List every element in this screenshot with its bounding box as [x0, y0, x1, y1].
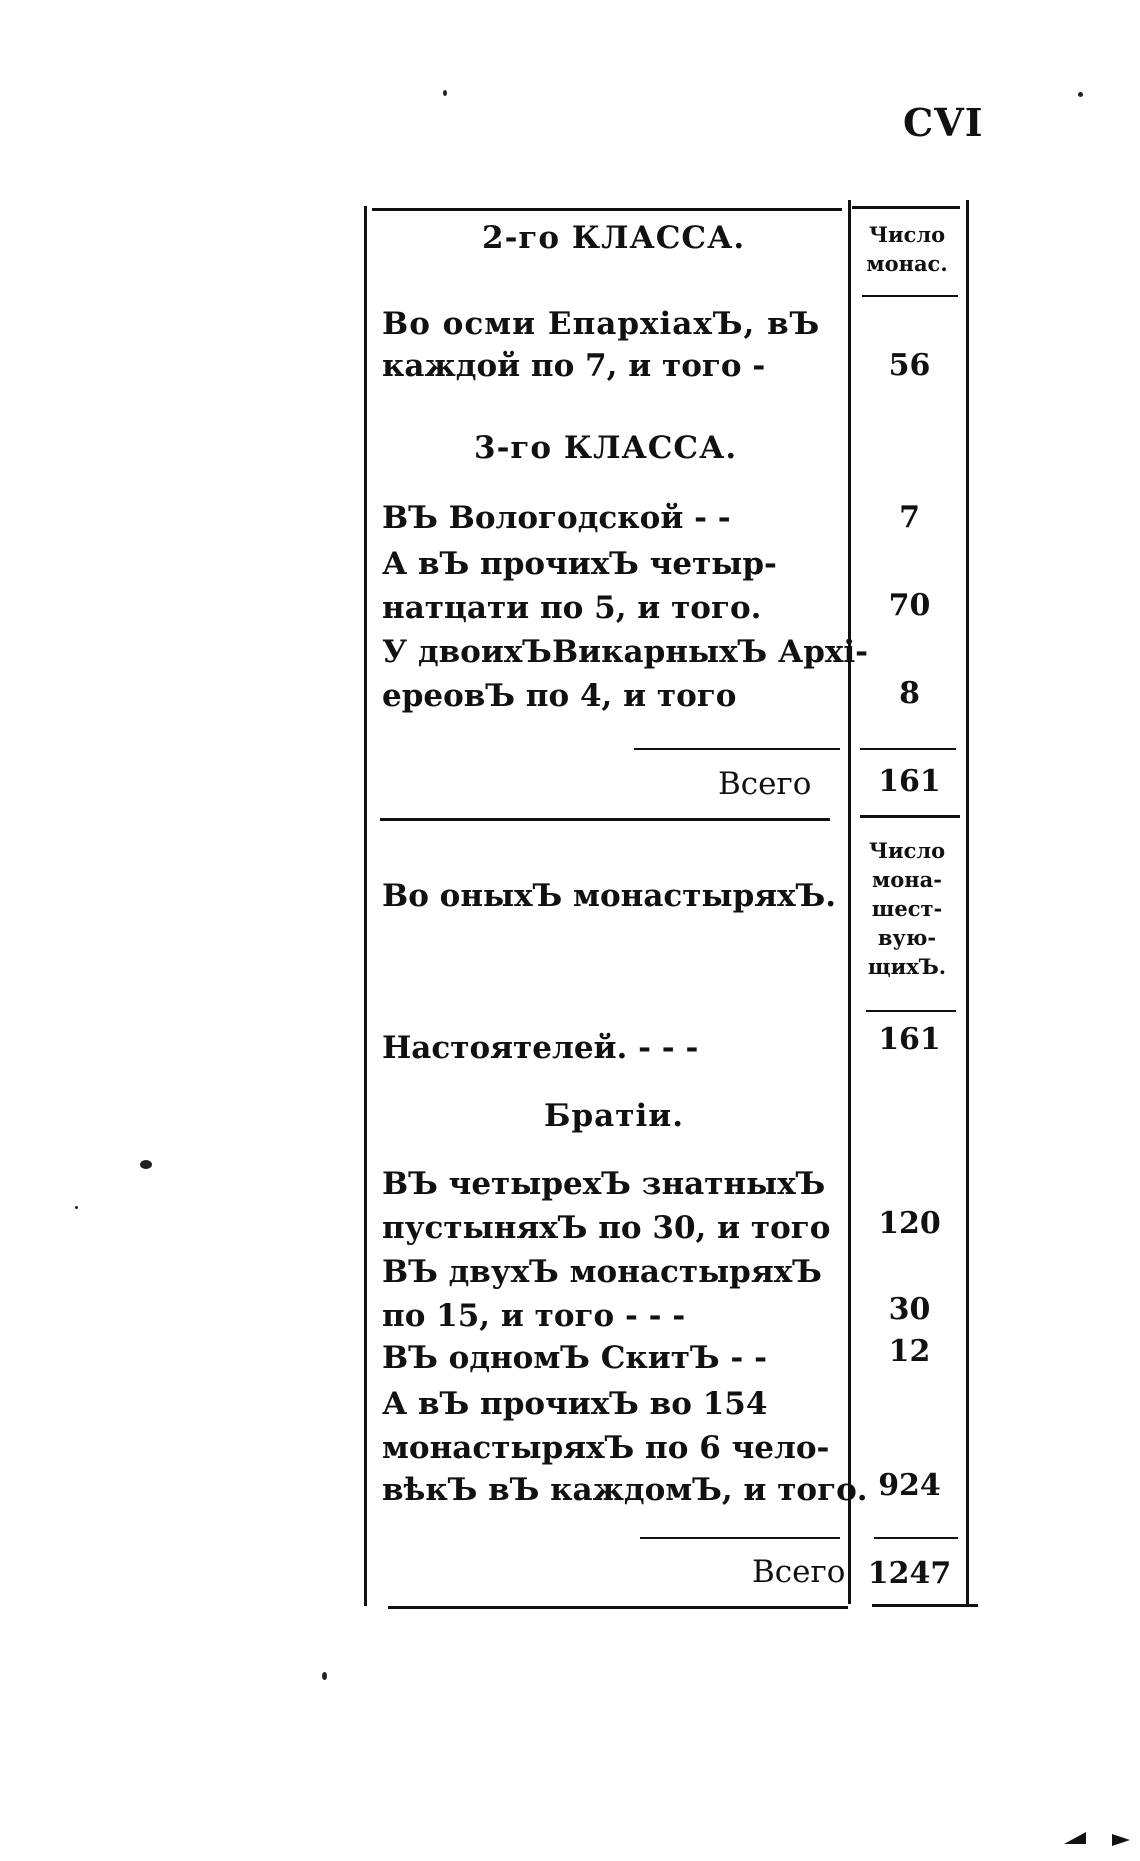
- bottom-border-line: [388, 1606, 848, 1609]
- value-two-monasteries: 30: [888, 1292, 931, 1327]
- value-vologda: 7: [899, 500, 920, 535]
- corner-mark-icon: [1112, 1834, 1130, 1846]
- value-superiors: 161: [878, 1022, 941, 1057]
- column-header-rule: [862, 295, 958, 297]
- corner-mark-icon: [1064, 1832, 1086, 1844]
- column-header-count-monastics: Число мона- шест- вую- щихЪ.: [867, 838, 947, 979]
- row-fourteen-line2: натцати по 5, и того.: [382, 590, 762, 626]
- scan-speck: [322, 1672, 327, 1680]
- column-header-rule-2: [866, 1010, 956, 1012]
- value-four-deserts: 120: [878, 1206, 941, 1241]
- total-rule-right: [874, 1537, 958, 1539]
- value-vicars: 8: [899, 676, 920, 711]
- top-border-line: [372, 208, 842, 211]
- top-border-line-right: [852, 206, 960, 209]
- row-eight-eparchies-line2: каждой по 7, и того -: [382, 348, 766, 384]
- heading-class-3: 3-го КЛАССА.: [474, 430, 738, 466]
- row-others-line2: монастыряхЪ по 6 чело-: [382, 1430, 830, 1466]
- heading-brethren: Братiи.: [544, 1098, 685, 1134]
- section-divider: [380, 818, 830, 821]
- column-divider: [848, 200, 851, 1604]
- value-others: 924: [878, 1468, 941, 1503]
- row-four-deserts-line1: ВЪ четырехЪ знатныхЪ: [382, 1166, 826, 1202]
- page-number: CVI: [903, 100, 984, 145]
- row-fourteen-line1: А вЪ прочихЪ четыр-: [382, 546, 777, 582]
- column-header-count-monasteries: Число монас.: [866, 222, 948, 276]
- bottom-border-line-right: [872, 1604, 978, 1607]
- row-vicars-line1: У двоихЪВикарныхЪ Архi-: [382, 634, 869, 670]
- row-others-line1: А вЪ прочихЪ во 154: [382, 1386, 768, 1422]
- right-border: [966, 200, 969, 1604]
- total-value-2: 1247: [867, 1556, 952, 1591]
- scan-speck: [443, 90, 447, 96]
- section-divider-right: [860, 815, 960, 818]
- row-superiors: Настоятелей. - - -: [382, 1030, 699, 1066]
- value-eight-eparchies: 56: [888, 348, 931, 383]
- total-label-2: Всего: [752, 1554, 846, 1590]
- row-four-deserts-line2: пустыняхЪ по 30, и того: [382, 1210, 831, 1246]
- subtotal-rule: [634, 748, 840, 750]
- row-two-monasteries-line1: ВЪ двухЪ монастыряхЪ: [382, 1254, 822, 1290]
- row-vicars-line2: ереовЪ по 4, и того: [382, 678, 737, 714]
- scan-speck: [1078, 92, 1083, 97]
- scan-speck: [140, 1160, 152, 1169]
- value-fourteen: 70: [888, 588, 931, 623]
- subtotal-rule-right: [860, 748, 956, 750]
- total-value-1: 161: [878, 764, 941, 799]
- row-skete: ВЪ одномЪ СкитЪ - -: [382, 1340, 767, 1376]
- row-two-monasteries-line2: по 15, и того - - -: [382, 1298, 686, 1334]
- scan-speck: [75, 1206, 78, 1209]
- row-in-those-monasteries: Во оныхЪ монастыряхЪ.: [382, 878, 837, 914]
- row-others-line3: вѣкЪ вЪ каждомЪ, и того.: [382, 1472, 868, 1508]
- left-border: [364, 206, 367, 1606]
- row-eight-eparchies-line1: Во осми ЕпархiахЪ, вЪ: [382, 306, 821, 342]
- row-vologda: ВЪ Вологодской - -: [382, 500, 731, 536]
- value-skete: 12: [888, 1334, 931, 1369]
- total-rule: [640, 1537, 840, 1539]
- total-label-1: Всего: [718, 766, 812, 802]
- heading-class-2: 2-го КЛАССА.: [482, 220, 746, 256]
